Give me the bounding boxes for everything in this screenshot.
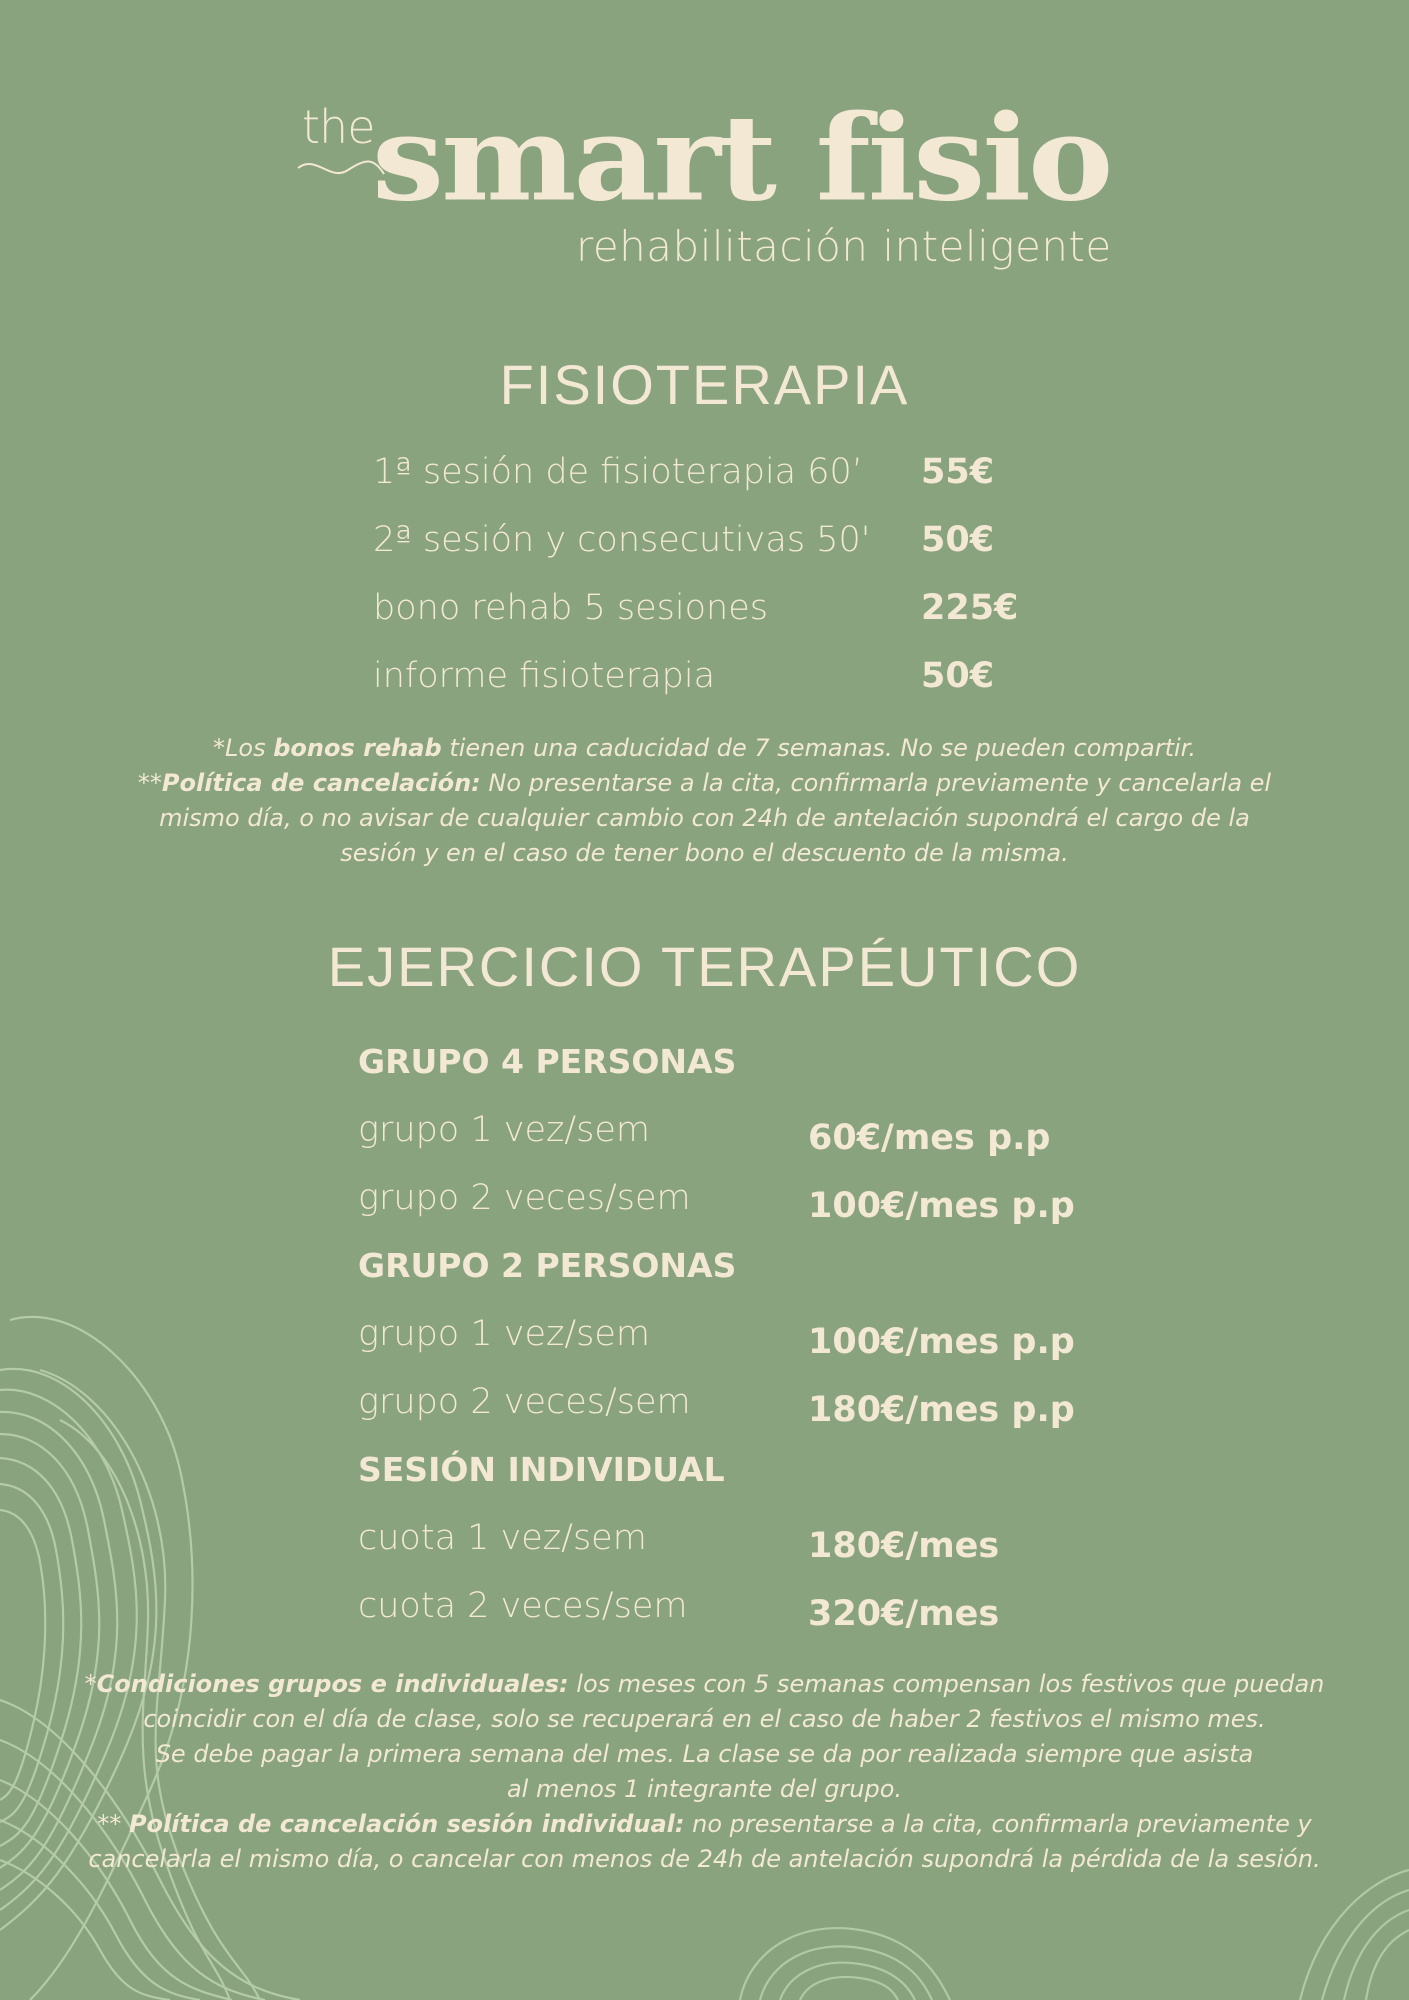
note-line: ** Política de cancelación sesión individual: no presentarse a la cita, confirmarla previamente y — [97, 1810, 1312, 1838]
price-row — [358, 1518, 1118, 1568]
service-price: 180€/mes p.p — [808, 1390, 1075, 1430]
price-row — [358, 1178, 1118, 1228]
group-heading: GRUPO 4 PERSONAS — [358, 1042, 737, 1081]
note-line: al menos 1 integrante del grupo. — [506, 1775, 903, 1803]
service-label: 2ª sesión y consecutivas 50' — [373, 520, 871, 560]
note-line: cancelarla el mismo día, o cancelar con menos de 24h de antelación supondrá la pérdida de la sesión. — [88, 1845, 1321, 1873]
note-line: *Condiciones grupos e individuales: los meses con 5 semanas compensan los festivos que puedan — [84, 1670, 1325, 1698]
service-label: grupo 2 veces/sem — [358, 1382, 691, 1422]
ejercicio-notes — [0, 1667, 1409, 1877]
service-label: cuota 1 vez/sem — [358, 1518, 647, 1558]
price-row — [373, 656, 1073, 706]
service-label: grupo 2 veces/sem — [358, 1178, 691, 1218]
price-row — [358, 1586, 1118, 1636]
service-price: 50€ — [921, 520, 995, 560]
price-row — [358, 1314, 1118, 1364]
group-heading: SESIÓN INDIVIDUAL — [358, 1450, 725, 1489]
note-line: mismo día, o no avisar de cualquier cambio con 24h de antelación supondrá el cargo de la — [159, 804, 1250, 832]
logo-name: smart fisio — [372, 89, 1111, 228]
price-row — [358, 1382, 1118, 1432]
section-title-ejercicio: EJERCICIO TERAPÉUTICO — [327, 935, 1082, 998]
note-line: coincidir con el día de clase, solo se recuperará en el caso de haber 2 festivos el mismo mes. — [143, 1705, 1266, 1733]
service-price: 225€ — [921, 588, 1019, 628]
service-price: 320€/mes — [808, 1594, 1000, 1634]
service-label: grupo 1 vez/sem — [358, 1314, 650, 1354]
note-line: Se debe pagar la primera semana del mes. La clase se da por realizada siempre que asista — [155, 1740, 1254, 1768]
section-title-fisioterapia: FISIOTERAPIA — [499, 353, 910, 416]
service-label: 1ª sesión de fisioterapia 60’ — [373, 452, 863, 492]
fisioterapia-notes — [0, 731, 1409, 871]
price-row — [373, 452, 1073, 502]
group-heading: GRUPO 2 PERSONAS — [358, 1246, 737, 1285]
note-line: **Política de cancelación: No presentarse a la cita, confirmarla previamente y cancelarla el — [137, 769, 1272, 797]
service-price: 100€/mes p.p — [808, 1186, 1075, 1226]
logo-tagline: rehabilitación inteligente — [576, 222, 1112, 271]
service-label: bono rehab 5 sesiones — [373, 588, 768, 628]
service-price: 180€/mes — [808, 1526, 1000, 1566]
service-label: grupo 1 vez/sem — [358, 1110, 650, 1150]
brand-logo — [0, 89, 1409, 300]
logo-the: the — [302, 100, 375, 154]
price-row — [373, 588, 1073, 638]
service-label: cuota 2 veces/sem — [358, 1586, 688, 1626]
note-line: *Los bonos rehab tienen una caducidad de 7 semanas. No se pueden compartir. — [213, 734, 1196, 762]
price-row — [358, 1110, 1118, 1160]
note-line: sesión y en el caso de tener bono el descuento de la misma. — [340, 839, 1069, 867]
price-row — [373, 520, 1073, 570]
service-price: 100€/mes p.p — [808, 1322, 1075, 1362]
service-price: 55€ — [921, 452, 995, 492]
service-price: 60€/mes p.p — [808, 1118, 1051, 1158]
service-price: 50€ — [921, 656, 995, 696]
service-label: informe fisioterapia — [373, 656, 716, 696]
